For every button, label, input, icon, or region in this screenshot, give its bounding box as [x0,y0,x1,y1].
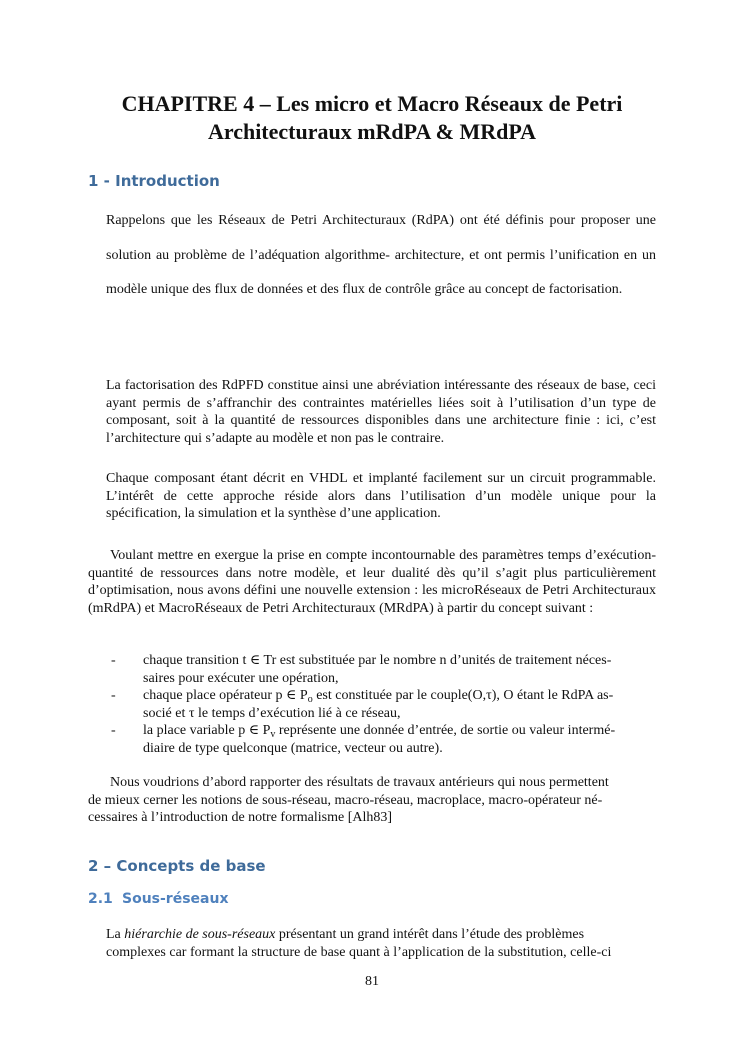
list-item: - chaque transition t ∈ Tr est substituée par le nombre n d’unités de traitement néces- saires pour exécuter une opération, [111,653,612,686]
paragraph-new-extension: Voulant mettre en exergue la prise en compte incontournable des paramètres temps d’exécution- quantité de ressources dans notre modèle, et leur dualité dès qu’il s’agit plus particulièrement d’optimisation, nous avons défini une nouvelle extension : les microRéseaux de Petri Architecturaux (mRdPA) et MacroRéseaux de Petri Architecturaux (MRdPA) à partir du concept suivant : [88,548,656,616]
subsection-heading-sous-reseaux [88,889,228,909]
subsection-title: Sous-réseaux [122,891,229,907]
paragraph-prior-work: Nous voudrions d’abord rapporter des résultats de travaux antérieurs qui nous permettent de mieux cerner les notions de sous-réseau, macro-réseau, macroplace, macro-opérateur né- cessaires à l’introduction de notre formalisme [Alh83] [88,775,609,825]
paragraph-sous-reseaux: La hiérarchie de sous-réseaux présentant un grand intérêt dans l’étude des problèmes complexes car formant la structure de base quant à l’application de la substitution, celle-ci [106,927,612,960]
list-item: - la place variable p ∈ $P_v$ représente une donnée d’entrée, de sortie ou valeur intermé- diaire de type quelconque (matrice, vecteur ou autre). [111,723,616,756]
page-number: 81 [365,974,379,989]
chapter-title-line-2: Architecturaux mRdPA & MRdPA [207,119,537,144]
chapter-title-line-1: CHAPITRE 4 – Les micro et Macro Réseaux de Petri [121,91,623,116]
concept-list [88,652,656,757]
section-heading-concepts: 2 – Concepts de base [88,857,266,875]
section-heading-introduction: 1 - Introduction [88,172,220,190]
paragraph-rdpa-recall: Rappelons que les Réseaux de Petri Architecturaux (RdPA) ont été définis pour proposer une solution au problème de l’adéquation algorithme- architecture, et ont permis l’unification en un modèle unique des flux de données et des flux de contrôle grâce au concept de factorisation. [106,213,656,297]
list-bullet: - [111,653,116,668]
subsection-number: 2.1 [88,891,113,907]
paragraph-factorisation: La factorisation des RdPFD constitue ainsi une abréviation intéressante des réseaux de base, ceci ayant permis de s’affranchir des contraintes matérielles liées soit à l’utilisation d’un type de composant, soit à la quantité de ressources disponibles dans une architecture finie : ici, c’est l’architecture qui s’adapte au modèle et non pas le contraire. [106,378,656,446]
list-bullet: - [111,688,116,703]
list-item: - chaque place opérateur p ∈ $P_o$ est constituée par le couple(O,τ), O étant le RdPA as- socié et τ le temps d’exécution lié à ce réseau, [111,688,614,721]
paragraph-vhdl-component: Chaque composant étant décrit en VHDL et implanté facilement sur un circuit programmable. L’intérêt de cette approche réside alors dans l’utilisation d’un modèle unique pour la spécification, la simulation et la synthèse d’une application. [106,471,656,521]
list-bullet: - [111,723,116,738]
chapter-title [88,90,656,146]
